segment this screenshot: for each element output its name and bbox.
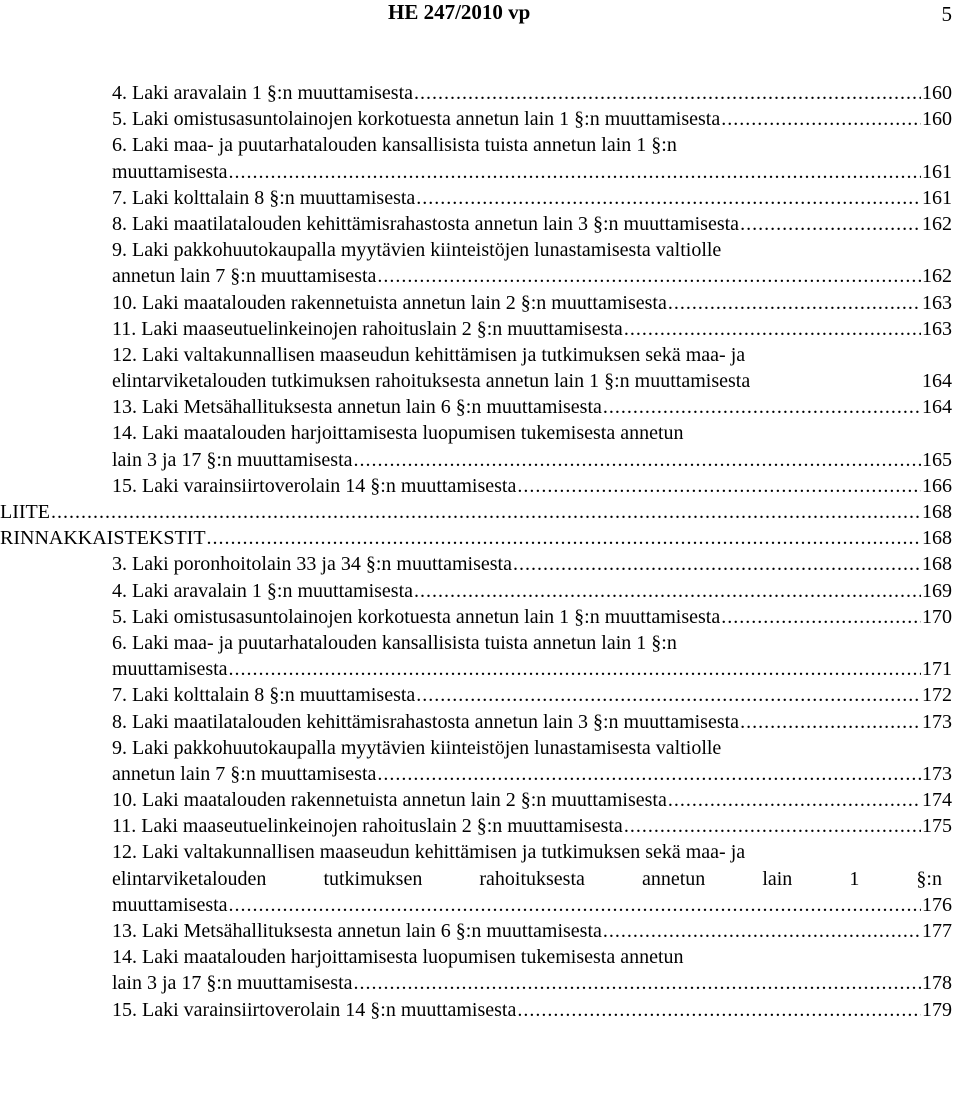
toc-entry-continuation: 12. Laki valtakunnallisen maaseudun kehittämisen ja tutkimuksen sekä maa- ja [112, 343, 746, 366]
toc-entry[interactable] [112, 997, 952, 1023]
dot-leader [414, 80, 921, 106]
toc-entry[interactable] [112, 892, 952, 918]
dot-leader [603, 918, 921, 944]
dot-leader [668, 290, 921, 316]
toc-entry-continuation: 6. Laki maa- ja puutarhatalouden kansallisista tuista annetun lain 1 §:n [112, 134, 677, 157]
toc-entry-continuation: 6. Laki maa- ja puutarhatalouden kansallisista tuista annetun lain 1 §:n [112, 631, 677, 654]
dot-leader [51, 499, 921, 525]
dot-leader [721, 106, 921, 132]
page-number: 5 [941, 2, 952, 26]
document-id: HE 247/2010 vp [388, 0, 531, 24]
toc-line [0, 394, 960, 420]
toc-entry[interactable] [112, 263, 952, 289]
dot-leader [517, 473, 921, 499]
toc-page-number: 168 [922, 553, 952, 576]
toc-entry-title: 5. Laki omistusasuntolainojen korkotuesta annetun lain 1 §:n muuttamisesta [112, 605, 721, 628]
toc-entry-title: 10. Laki maatalouden rakennetuista annetun lain 2 §:n muuttamisesta [112, 789, 667, 812]
toc-page-number: 162 [922, 212, 952, 235]
toc-entry-title: 8. Laki maatilatalouden kehittämisrahastosta annetun lain 3 §:n muuttamisesta [112, 710, 740, 733]
toc-entry-title: lain 3 ja 17 §:n muuttamisesta [112, 972, 353, 995]
toc-line [0, 447, 960, 473]
toc-page-number: 170 [922, 605, 952, 628]
dot-leader [377, 263, 921, 289]
toc-page-number: 165 [922, 448, 952, 471]
toc-page-number: 168 [922, 527, 952, 550]
toc-line [0, 106, 960, 132]
toc-entry[interactable] [112, 682, 952, 708]
toc-page-number: 172 [922, 684, 952, 707]
toc-entry-continuation [112, 866, 942, 892]
toc-entry-title: annetun lain 7 §:n muuttamisesta [112, 762, 377, 785]
dot-leader [668, 787, 921, 813]
toc-line [0, 473, 960, 499]
toc-entry[interactable] [112, 813, 952, 839]
dot-leader [740, 709, 921, 735]
toc-entry-title: RINNAKKAISTEKSTIT [0, 527, 206, 550]
toc-entry-title: 15. Laki varainsiirtoverolain 14 §:n muuttamisesta [112, 998, 517, 1021]
toc-line [0, 420, 960, 446]
toc-line [0, 132, 960, 158]
toc-page-number: 173 [922, 710, 952, 733]
word: elintarviketalouden [112, 867, 267, 890]
toc-page-number: 164 [922, 370, 952, 393]
toc-entry-title: 15. Laki varainsiirtoverolain 14 §:n muuttamisesta [112, 474, 517, 497]
toc-line [0, 997, 960, 1023]
word: §:n [916, 867, 942, 890]
toc-entry-title: annetun lain 7 §:n muuttamisesta [112, 265, 377, 288]
toc-entry-title: muuttamisesta [112, 893, 228, 916]
toc-line [0, 499, 960, 525]
toc-page-number: 161 [922, 186, 952, 209]
toc-entry[interactable] [112, 578, 952, 604]
toc-entry[interactable] [0, 499, 952, 525]
toc-line [0, 839, 960, 865]
toc-entry-continuation: 9. Laki pakkohuutokaupalla myytävien kiinteistöjen lunastamisesta valtiolle [112, 239, 722, 262]
toc-entry[interactable] [112, 709, 952, 735]
toc-entry-continuation: 9. Laki pakkohuutokaupalla myytävien kiinteistöjen lunastamisesta valtiolle [112, 736, 722, 759]
toc-entry-title: 4. Laki aravalain 1 §:n muuttamisesta [112, 82, 414, 104]
dot-leader [603, 394, 921, 420]
toc-entry-title: 10. Laki maatalouden rakennetuista annetun lain 2 §:n muuttamisesta [112, 291, 667, 314]
toc-entry-title: 13. Laki Metsähallituksesta annetun lain 6 §:n muuttamisesta [112, 396, 602, 419]
toc-entry[interactable] [112, 159, 952, 185]
toc-entry[interactable] [112, 185, 952, 211]
toc-entry[interactable] [112, 761, 952, 787]
toc-page-number: 176 [922, 893, 952, 916]
toc-page-number: 179 [922, 998, 952, 1021]
dot-leader [229, 892, 921, 918]
toc-line [0, 892, 960, 918]
toc-line [0, 918, 960, 944]
toc-entry-title: 4. Laki aravalain 1 §:n muuttamisesta [112, 579, 414, 602]
toc-line [0, 525, 960, 551]
toc-entry-title: 11. Laki maaseutuelinkeinojen rahoituslain 2 §:n muuttamisesta [112, 815, 623, 838]
toc-line [0, 578, 960, 604]
word: rahoituksesta [479, 867, 585, 890]
toc-line [0, 787, 960, 813]
dot-leader [513, 551, 921, 577]
toc-entry-title: lain 3 ja 17 §:n muuttamisesta [112, 448, 353, 471]
toc-line [0, 630, 960, 656]
toc-line [0, 185, 960, 211]
toc-page-number: 160 [922, 108, 952, 131]
dot-leader [721, 604, 921, 630]
toc-page-number: 173 [922, 762, 952, 785]
dot-leader [416, 682, 921, 708]
toc-page-number: 163 [922, 317, 952, 340]
toc-entry-continuation: 14. Laki maatalouden harjoittamisesta luopumisen tukemisesta annetun [112, 422, 684, 445]
toc-page-number: 163 [922, 291, 952, 314]
dot-leader [354, 447, 921, 473]
toc-line [0, 551, 960, 577]
toc-page-number: 164 [922, 396, 952, 419]
dot-leader [377, 761, 921, 787]
toc-entry-title: 5. Laki omistusasuntolainojen korkotuesta annetun lain 1 §:n muuttamisesta [112, 108, 721, 131]
toc-entry[interactable] [112, 551, 952, 577]
dot-leader [354, 970, 921, 996]
toc-entry-title: elintarviketalouden tutkimuksen rahoituksesta annetun lain 1 §:n muuttamisesta [112, 370, 751, 393]
toc-entry[interactable] [112, 447, 952, 473]
word: lain [762, 867, 793, 890]
toc-page-number: 171 [922, 658, 952, 681]
toc-line [0, 944, 960, 970]
dot-leader [414, 578, 921, 604]
toc-page-number: 168 [922, 501, 952, 523]
toc-entry[interactable] [112, 316, 952, 342]
page-header [0, 0, 960, 30]
table-of-contents [0, 80, 960, 1023]
dot-leader [416, 185, 921, 211]
toc-entry-title: 7. Laki kolttalain 8 §:n muuttamisesta [112, 684, 416, 707]
toc-entry[interactable] [112, 970, 952, 996]
toc-line [0, 316, 960, 342]
toc-page-number: 178 [922, 972, 952, 995]
toc-entry[interactable] [112, 211, 952, 237]
toc-entry-continuation: 14. Laki maatalouden harjoittamisesta luopumisen tukemisesta annetun [112, 946, 684, 969]
word: 1 [849, 867, 860, 890]
dot-leader [229, 159, 921, 185]
toc-entry[interactable] [112, 80, 952, 106]
dot-leader [624, 316, 921, 342]
toc-entry[interactable] [112, 656, 952, 682]
toc-line [0, 159, 960, 185]
toc-line [0, 211, 960, 237]
toc-page-number: 161 [922, 160, 952, 183]
toc-line [0, 368, 960, 394]
dot-leader [740, 211, 921, 237]
toc-line [0, 604, 960, 630]
toc-page-number: 160 [922, 82, 952, 104]
toc-line [0, 761, 960, 787]
toc-line [0, 682, 960, 708]
toc-entry[interactable] [112, 106, 952, 132]
toc-entry-title: 8. Laki maatilatalouden kehittämisrahastosta annetun lain 3 §:n muuttamisesta [112, 212, 740, 235]
toc-entry-title: 3. Laki poronhoitolain 33 ja 34 §:n muuttamisesta [112, 553, 512, 576]
toc-line [0, 263, 960, 289]
toc-line [0, 342, 960, 368]
toc-entry-title: LIITE [0, 501, 50, 523]
toc-entry-title: 13. Laki Metsähallituksesta annetun lain 6 §:n muuttamisesta [112, 920, 602, 942]
toc-line [0, 735, 960, 761]
toc-entry[interactable] [112, 787, 952, 813]
dot-leader [624, 813, 921, 839]
toc-entry[interactable] [112, 394, 952, 420]
toc-line [0, 237, 960, 263]
toc-page-number: 162 [922, 265, 952, 288]
toc-line [0, 80, 960, 106]
toc-page-number: 166 [922, 474, 952, 497]
word: tutkimuksen [323, 867, 423, 890]
toc-line [0, 970, 960, 996]
toc-entry-title: 7. Laki kolttalain 8 §:n muuttamisesta [112, 186, 416, 209]
toc-entry-title: muuttamisesta [112, 160, 228, 183]
dot-leader [517, 997, 921, 1023]
toc-entry-continuation: 12. Laki valtakunnallisen maaseudun kehittämisen ja tutkimuksen sekä maa- ja [112, 841, 746, 864]
toc-line [0, 709, 960, 735]
toc-entry[interactable] [112, 918, 952, 944]
toc-entry[interactable] [112, 290, 952, 316]
toc-line [0, 866, 960, 892]
dot-leader [207, 525, 921, 551]
toc-entry[interactable] [0, 525, 952, 551]
dot-leader [229, 656, 921, 682]
toc-entry[interactable] [112, 368, 952, 394]
toc-entry-title: 11. Laki maaseutuelinkeinojen rahoituslain 2 §:n muuttamisesta [112, 317, 623, 340]
toc-line [0, 813, 960, 839]
toc-line [0, 656, 960, 682]
toc-page-number: 177 [922, 920, 952, 942]
toc-line [0, 290, 960, 316]
toc-page-number: 174 [922, 789, 952, 812]
toc-page-number: 175 [922, 815, 952, 838]
toc-entry-title: muuttamisesta [112, 658, 228, 681]
toc-page-number: 169 [922, 579, 952, 602]
toc-entry[interactable] [112, 604, 952, 630]
word: annetun [641, 867, 706, 890]
toc-entry[interactable] [112, 473, 952, 499]
